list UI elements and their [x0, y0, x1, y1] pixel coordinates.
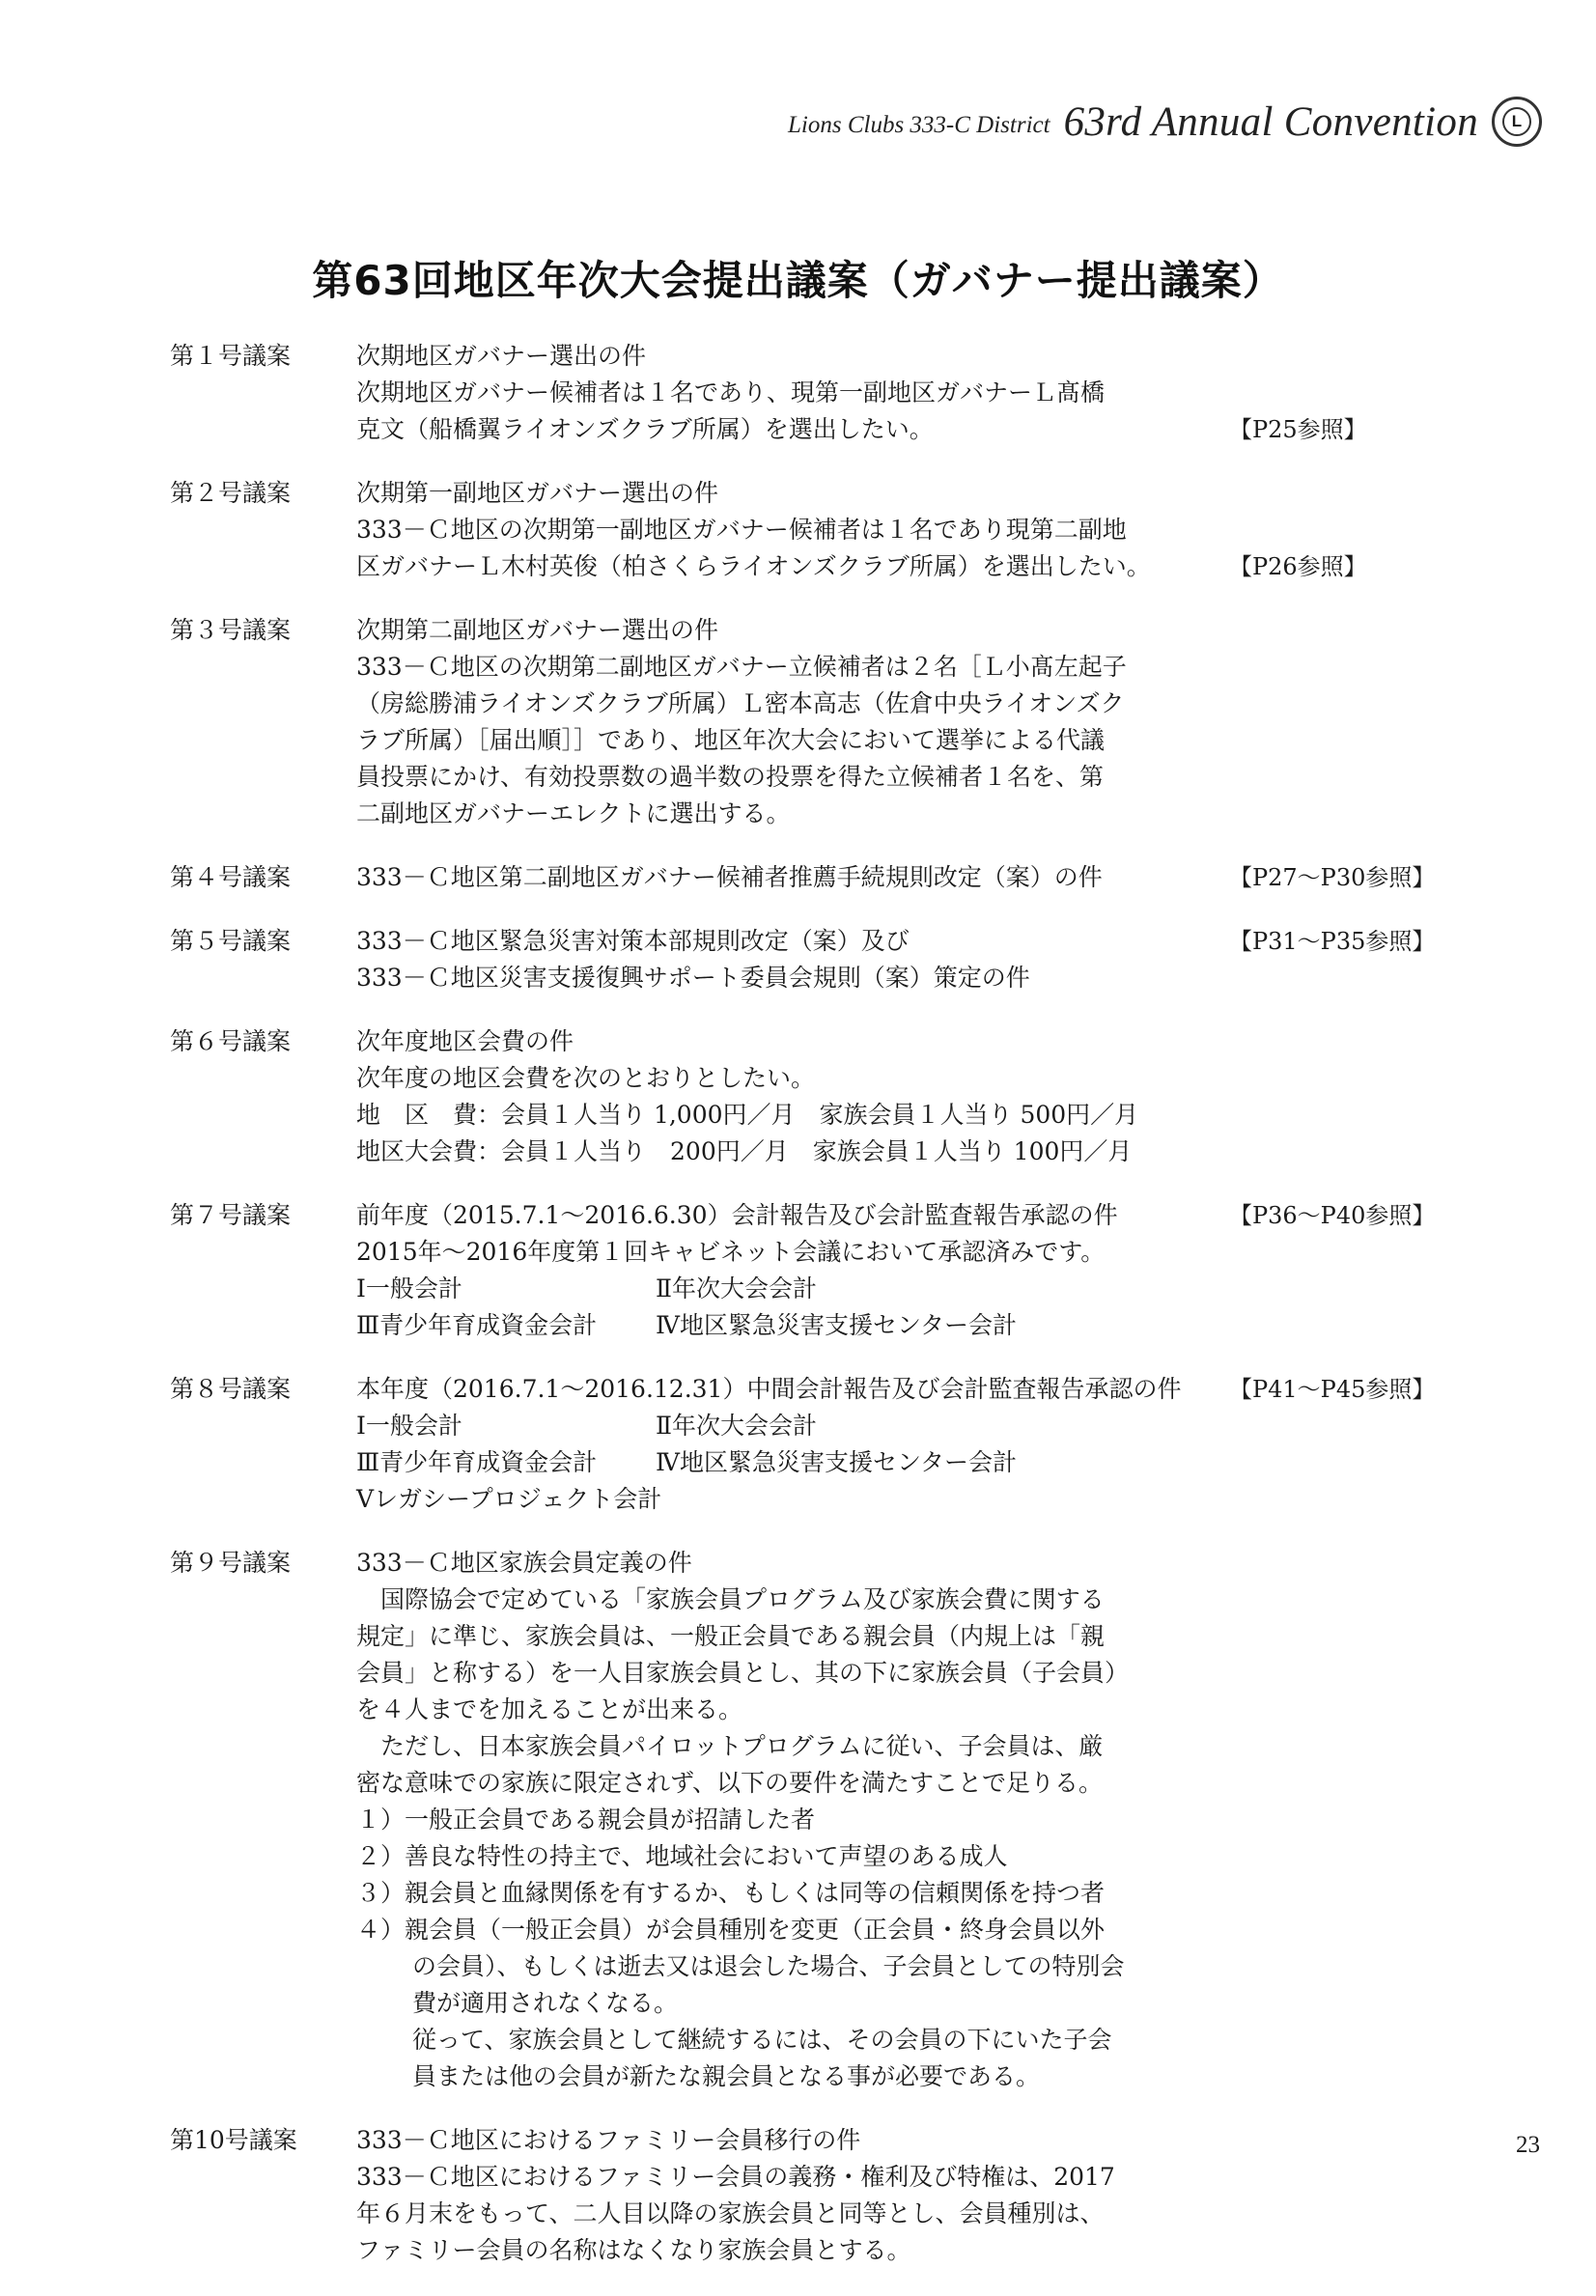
proposal-text: 国際協会で定めている「家族会員プログラム及び家族会費に関する	[380, 1585, 1105, 1613]
proposal-body	[356, 859, 1216, 896]
proposal-text: 333－Ｃ地区の次期第一副地区ガバナー候補者は１名であり現第二副地	[356, 516, 1127, 544]
proposal-item-4	[170, 859, 1464, 896]
account-row	[356, 1408, 1216, 1444]
proposal-item-8	[170, 1371, 1464, 1518]
header-convention: 63rd Annual Convention	[1063, 98, 1478, 145]
account-name: Ⅴレガシープロジェクト会計	[356, 1485, 662, 1513]
proposal-text: 克文（船橋翼ライオンズクラブ所属）を選出したい。	[356, 415, 934, 443]
fee-line: 地 区 費：会員１人当り 1,000円／月 家族会員１人当り 500円／月	[356, 1101, 1139, 1129]
requirement-item-cont: の会員）、もしくは逝去又は退会した場合、子会員としての特別会	[412, 1952, 1125, 1980]
proposal-text: 員または他の会員が新たな親会員となる事が必要である。	[412, 2062, 1041, 2090]
proposal-heading: 333－Ｃ地区におけるファミリー会員移行の件	[356, 2126, 861, 2154]
requirement-item: ２）善良な特性の持主で、地域社会において声望のある成人	[356, 1842, 1008, 1870]
proposal-body	[356, 338, 1216, 448]
proposal-number: 第10号議案	[170, 2126, 297, 2154]
account-row	[356, 1444, 1216, 1481]
page-number: 23	[1516, 2132, 1540, 2158]
proposal-body	[356, 1197, 1216, 1344]
proposal-text: （房総勝浦ライオンズクラブ所属）Ｌ密本高志（佐倉中央ライオンズク	[356, 689, 1125, 717]
proposal-heading: 次期第一副地区ガバナー選出の件	[356, 479, 719, 507]
proposal-heading: 333－Ｃ地区災害支援復興サポート委員会規則（案）策定の件	[356, 964, 1030, 992]
requirement-item-cont: 費が適用されなくなる。	[412, 1989, 679, 2017]
proposal-number: 第８号議案	[170, 1375, 292, 1403]
proposal-heading: 次期第二副地区ガバナー選出の件	[356, 616, 719, 644]
proposal-item-2	[170, 475, 1464, 585]
proposal-body	[356, 475, 1216, 585]
running-header	[788, 97, 1542, 147]
proposal-heading: 333－Ｃ地区家族会員定義の件	[356, 1549, 692, 1577]
account-name: Ⅱ年次大会会計	[656, 1412, 817, 1440]
proposal-heading: 前年度（2015.7.1～2016.6.30）会計報告及び会計監査報告承認の件	[356, 1201, 1118, 1229]
proposal-text: ただし、日本家族会員パイロットプログラムに従い、子会員は、厳	[380, 1732, 1104, 1760]
proposal-text: 規定」に準じ、家族会員は、一般正会員である親会員（内規上は「親	[356, 1622, 1106, 1650]
proposal-text: 次期地区ガバナー候補者は１名であり、現第一副地区ガバナーＬ髙橋	[356, 378, 1106, 406]
proposal-number: 第４号議案	[170, 863, 292, 891]
proposal-text: 密な意味での家族に限定されず、以下の要件を満たすことで足りる。	[356, 1769, 1104, 1797]
proposal-number: 第２号議案	[170, 479, 292, 507]
proposal-item-7	[170, 1197, 1464, 1344]
proposal-body	[356, 1023, 1216, 1170]
proposal-text: 区ガバナーＬ木村英俊（柏さくらライオンズクラブ所属）を選出したい。	[356, 552, 1151, 580]
proposal-number: 第９号議案	[170, 1549, 292, 1577]
account-row	[356, 1307, 1216, 1344]
account-name: Ⅳ地区緊急災害支援センター会計	[656, 1311, 1017, 1339]
page-reference: 【P41～P45参照】	[1229, 1376, 1436, 1403]
lions-logo-icon	[1492, 97, 1542, 147]
lions-logo-mark: L	[1502, 107, 1531, 136]
proposal-text: ラブ所属）［届出順］］であり、地区年次大会において選挙による代議	[356, 726, 1106, 754]
page-reference: 【P36～P40参照】	[1229, 1202, 1436, 1229]
proposal-item-6	[170, 1023, 1464, 1170]
requirement-item: ４）親会員（一般正会員）が会員種別を変更（正会員・終身会員以外	[356, 1916, 1106, 1944]
account-name: Ⅲ青少年育成資金会計	[356, 1311, 598, 1339]
proposal-body	[356, 1371, 1216, 1518]
proposal-heading: 次期地区ガバナー選出の件	[356, 342, 647, 370]
proposal-number: 第３号議案	[170, 616, 292, 644]
proposal-heading: 333－Ｃ地区第二副地区ガバナー候補者推薦手続規則改定（案）の件	[356, 863, 1103, 891]
account-name: Ⅲ青少年育成資金会計	[356, 1448, 598, 1476]
page-reference: 【P26参照】	[1229, 553, 1367, 580]
proposal-number: 第１号議案	[170, 342, 292, 370]
proposal-item-5	[170, 923, 1464, 996]
proposal-list	[170, 338, 1464, 2296]
proposal-item-10	[170, 2122, 1464, 2269]
proposal-body	[356, 1545, 1216, 2095]
proposal-number: 第５号議案	[170, 927, 292, 955]
page-reference: 【P27～P30参照】	[1229, 864, 1436, 891]
account-name: Ⅰ一般会計	[356, 1274, 462, 1302]
fee-line: 地区大会費：会員１人当り 200円／月 家族会員１人当り 100円／月	[356, 1137, 1133, 1165]
proposal-number: 第６号議案	[170, 1027, 292, 1055]
proposal-text: を４人までを加えることが出来る。	[356, 1695, 743, 1723]
page-reference: 【P31～P35参照】	[1229, 928, 1436, 955]
proposal-text: 二副地区ガバナーエレクトに選出する。	[356, 799, 791, 827]
proposal-number: 第７号議案	[170, 1201, 292, 1229]
account-name: Ⅱ年次大会会計	[656, 1274, 817, 1302]
proposal-text: 333－Ｃ地区におけるファミリー会員の義務・権利及び特権は、2017	[356, 2163, 1115, 2191]
proposal-text: 次年度の地区会費を次のとおりとしたい。	[356, 1064, 816, 1092]
proposal-heading: 次年度地区会費の件	[356, 1027, 574, 1055]
proposal-body	[356, 923, 1216, 996]
proposal-item-9	[170, 1545, 1464, 2095]
proposal-heading: 本年度（2016.7.1～2016.12.31）中間会計報告及び会計監査報告承認の件	[356, 1375, 1182, 1403]
proposal-body	[356, 2122, 1216, 2269]
header-district: Lions Clubs 333-C District	[788, 112, 1050, 138]
proposal-text: 2015年～2016年度第１回キャビネット会議において承認済みです。	[356, 1238, 1106, 1266]
proposal-item-3	[170, 612, 1464, 832]
proposal-text: 333－Ｃ地区の次期第二副地区ガバナー立候補者は２名［Ｌ小髙左起子	[356, 653, 1127, 681]
proposal-text: 従って、家族会員として継続するには、その会員の下にいた子会	[412, 2026, 1112, 2054]
proposal-text: 会員」と称する）を一人目家族会員とし、其の下に家族会員（子会員）	[356, 1659, 1130, 1687]
page-reference: 【P25参照】	[1229, 416, 1367, 443]
proposal-heading: 333－Ｃ地区緊急災害対策本部規則改定（案）及び	[356, 927, 910, 955]
account-row	[356, 1271, 1216, 1307]
proposal-text: ファミリー会員の名称はなくなり家族会員とする。	[356, 2236, 911, 2264]
proposal-item-1	[170, 338, 1464, 448]
proposal-text: 員投票にかけ、有効投票数の過半数の投票を得た立候補者１名を、第	[356, 763, 1105, 791]
requirement-item: ３）親会員と血縁関係を有するか、もしくは同等の信頼関係を持つ者	[356, 1879, 1106, 1907]
proposal-body	[356, 612, 1216, 832]
page-title: 第63回地区年次大会提出議案（ガバナー提出議案）	[312, 257, 1284, 304]
proposal-text: 年６月末をもって、二人目以降の家族会員と同等とし、会員種別は、	[356, 2199, 1105, 2227]
account-name: Ⅰ一般会計	[356, 1412, 462, 1440]
account-name: Ⅳ地区緊急災害支援センター会計	[656, 1448, 1017, 1476]
requirement-item: １）一般正会員である親会員が招請した者	[356, 1806, 816, 1834]
